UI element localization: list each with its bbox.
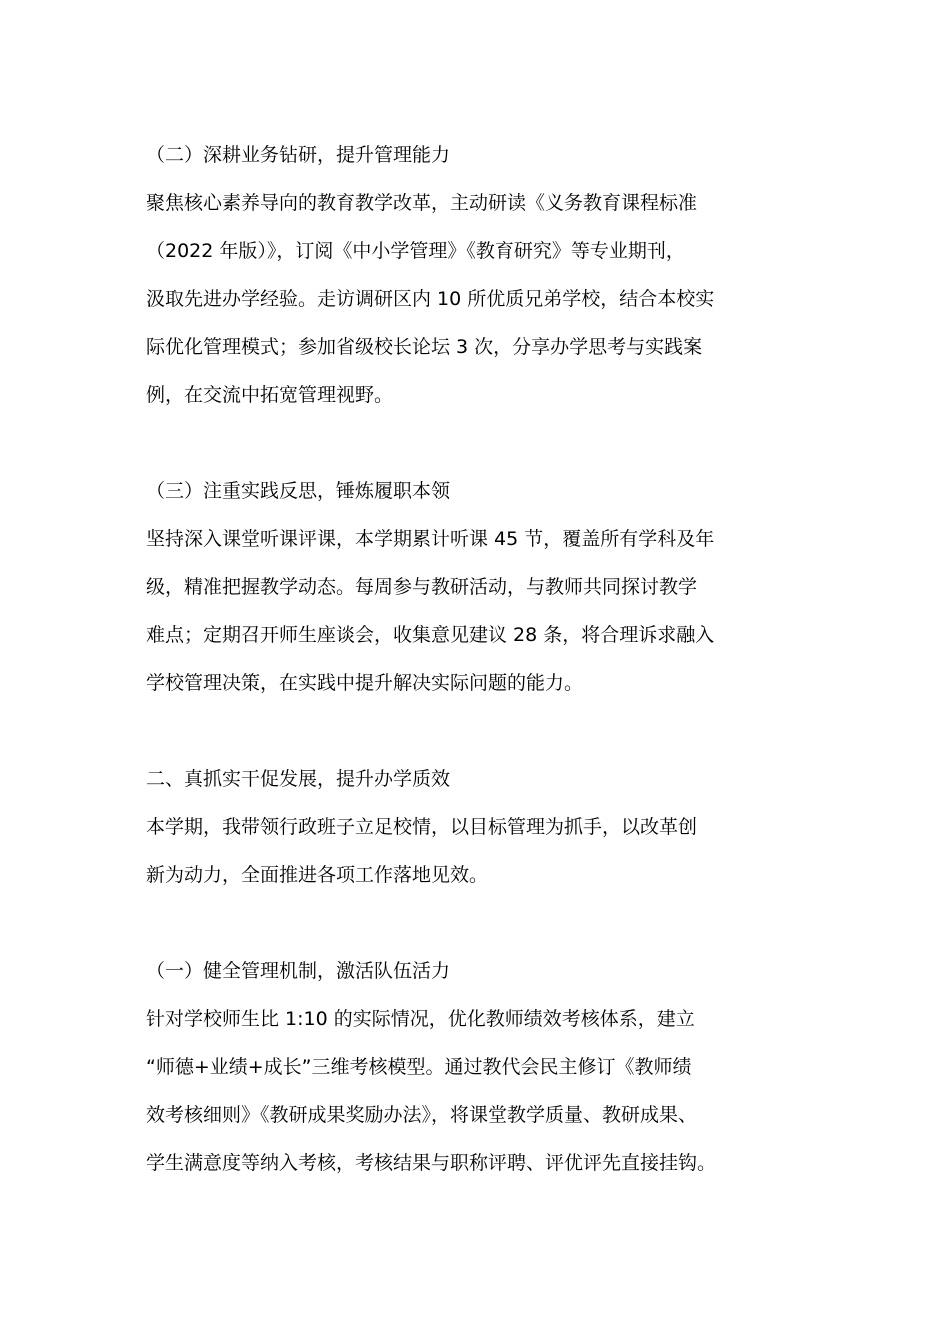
section-paragraph: [146, 179, 836, 419]
paragraph-spacer: [146, 899, 836, 947]
section-heading: （一）健全管理机制，激活队伍活力: [146, 960, 451, 982]
paragraph-line: 难点；定期召开师生座谈会，收集意见建议 28 条，将合理诉求融入: [146, 624, 715, 646]
paragraph-line: 例，在交流中拓宽管理视野。: [146, 384, 394, 406]
paragraph-line: 针对学校师生比 1:10 的实际情况，优化教师绩效考核体系，建立: [146, 1008, 695, 1030]
paragraph-line: （2022 年版）》，订阅《中小学管理》《教育研究》等专业期刊，: [146, 240, 685, 262]
paragraph-line: “师德+业绩+成长”三维考核模型。通过教代会民主修订《教师绩: [146, 1056, 692, 1078]
paragraph-line: 级，精准把握教学动态。每周参与教研活动，与教师共同探讨教学: [146, 576, 698, 598]
paragraph-line: 学校管理决策，在实践中提升解决实际问题的能力。: [146, 672, 584, 694]
paragraph-line: 际优化管理模式；参加省级校长论坛 3 次，分享办学思考与实践案: [146, 336, 703, 358]
paragraph-line: 聚焦核心素养导向的教育教学改革，主动研读《义务教育课程标准: [146, 192, 698, 214]
paragraph-line: 效考核细则》《教研成果奖励办法》，将课堂教学质量、教研成果、: [146, 1104, 698, 1126]
section-heading: （二）深耕业务钻研，提升管理能力: [146, 144, 451, 166]
section-heading: 二、真抓实干促发展，提升办学质效: [146, 768, 451, 790]
paragraph-line: 汲取先进办学经验。走访调研区内 10 所优质兄弟学校，结合本校实: [146, 288, 715, 310]
paragraph-line: 坚持深入课堂听课评课，本学期累计听课 45 节，覆盖所有学科及年: [146, 528, 715, 550]
paragraph-spacer: [146, 707, 836, 755]
document-body: [146, 131, 836, 1187]
paragraph-line: 学生满意度等纳入考核，考核结果与职称评聘、评优评先直接挂钩。: [146, 1152, 717, 1174]
paragraph-spacer: [146, 419, 836, 467]
section-paragraph: [146, 995, 836, 1187]
section-heading: （三）注重实践反思，锤炼履职本领: [146, 480, 451, 502]
paragraph-line: 本学期，我带领行政班子立足校情，以目标管理为抓手，以改革创: [146, 816, 698, 838]
section-paragraph: [146, 515, 836, 707]
paragraph-line: 新为动力，全面推进各项工作落地见效。: [146, 864, 489, 886]
section-paragraph: [146, 803, 836, 899]
